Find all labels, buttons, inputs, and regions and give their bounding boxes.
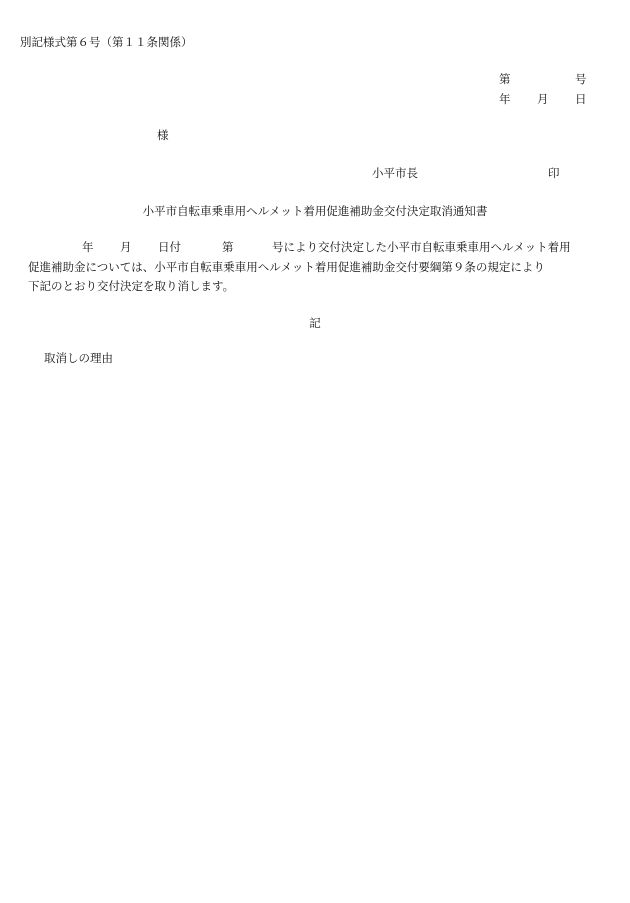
body-paragraph-line-3: 下記のとおり交付決定を取り消します。 bbox=[28, 279, 235, 293]
cancellation-reason-label: 取消しの理由 bbox=[44, 351, 113, 365]
notice-title: 小平市自転車乗車用ヘルメット着用促進補助金交付決定取消通知書 bbox=[142, 204, 488, 218]
issuer-title: 小平市長 bbox=[372, 166, 418, 180]
document-date-month: 月 bbox=[537, 92, 549, 106]
form-number-label: 別記様式第６号（第１１条関係） bbox=[20, 35, 193, 49]
body-date-year: 年 bbox=[82, 240, 94, 254]
body-number-prefix: 第 bbox=[222, 240, 234, 254]
body-line-1-text: 号により交付決定した小平市自転車乗車用ヘルメット着用 bbox=[272, 240, 571, 254]
document-date-year: 年 bbox=[499, 92, 511, 106]
body-date-day-suffix: 日付 bbox=[158, 240, 181, 254]
body-paragraph-line-2: 促進補助金については、小平市自転車乗車用ヘルメット着用促進補助金交付要綱第９条の規定により bbox=[28, 260, 545, 274]
document-number-suffix: 号 bbox=[575, 72, 587, 86]
issuer-seal-mark: 印 bbox=[548, 166, 560, 180]
recipient-honorific: 様 bbox=[157, 128, 169, 142]
body-date-month: 月 bbox=[120, 240, 132, 254]
ki-heading: 記 bbox=[309, 316, 321, 330]
document-date-day: 日 bbox=[575, 92, 587, 106]
document-number-prefix: 第 bbox=[499, 72, 511, 86]
